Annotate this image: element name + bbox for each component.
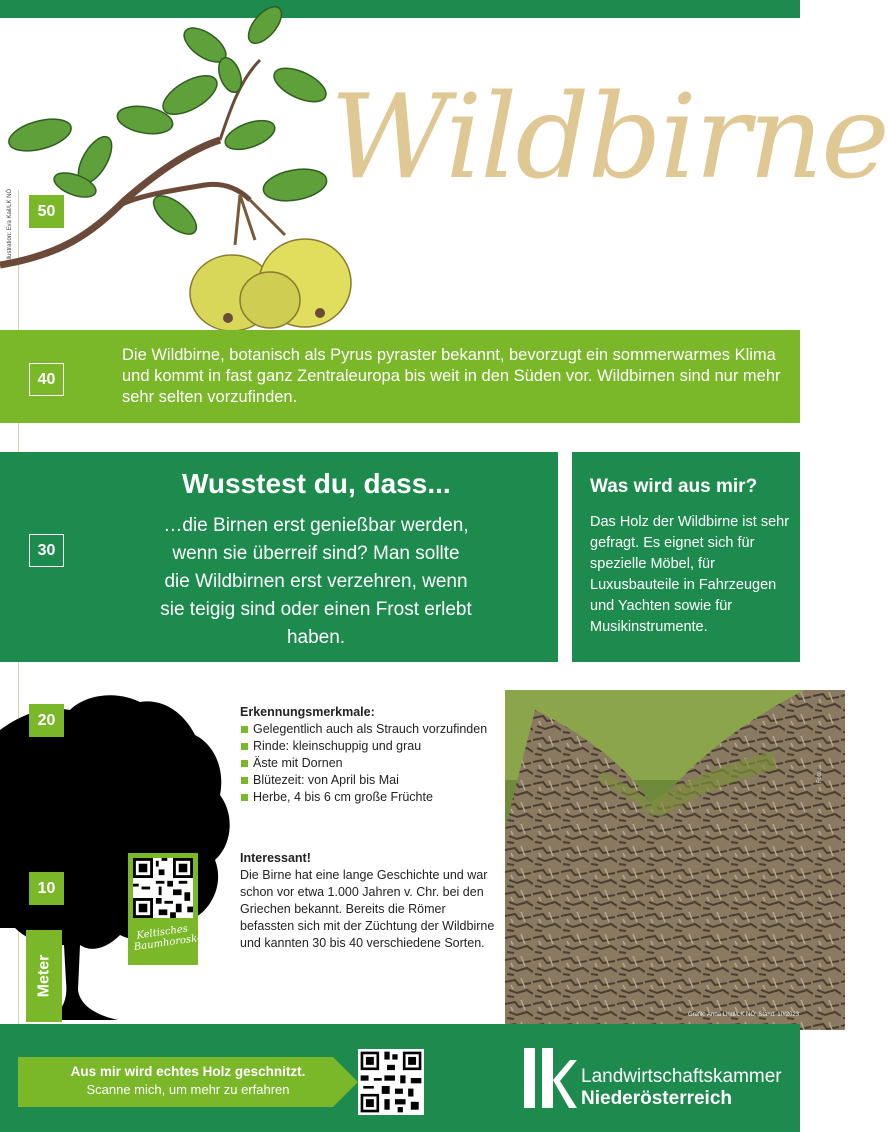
cta-subtitle: Scanne mich, um mehr zu erfahren bbox=[86, 1082, 290, 1097]
qr-horoscope[interactable] bbox=[128, 853, 211, 965]
qr-code-icon[interactable] bbox=[133, 858, 193, 918]
pear-branch-illustration bbox=[0, 0, 360, 340]
bark-photo bbox=[505, 690, 845, 1030]
feature-item: Äste mit Dornen bbox=[240, 755, 510, 772]
feature-item: Blütezeit: von April bis Mai bbox=[240, 772, 510, 789]
page-title: Wildbirne bbox=[330, 70, 888, 205]
fact-box bbox=[0, 452, 558, 662]
scale-mark-50: 50 bbox=[29, 195, 64, 228]
interesting-text: Die Birne hat eine lange Geschichte und war schon vor etwa 1.000 Jahren v. Chr. bei den Griechen bekannt. Bereits die Römer befassten sich mit der Züchtung der Wildbirne und kannten 30 bis 40 verschiedene Sorten. bbox=[240, 868, 495, 950]
features-section bbox=[240, 704, 510, 806]
meter-label: Meter bbox=[26, 930, 62, 1022]
scale-mark-30: 30 bbox=[29, 534, 64, 567]
interesting-section bbox=[240, 850, 498, 952]
photo-credit-vertical: Foto: ... bbox=[816, 762, 823, 784]
feature-item: Rinde: kleinschuppig und grau bbox=[240, 738, 510, 755]
intro-band bbox=[0, 330, 800, 423]
intro-text: Die Wildbirne, botanisch als Pyrus pyraster bekannt, bevorzugt ein sommerwarmes Klima und kommt in fast ganz Zentraleuropa bis weit in den Süden vor. Wildbirnen sind nur mehr sehr selten vorzufinden. bbox=[122, 346, 781, 406]
cta-title: Aus mir wird echtes Holz geschnitzt. bbox=[70, 1064, 306, 1079]
fact-text: …die Birnen erst genießbar werden, wenn sie überreif sind? Man sollte die Wildbirnen erst verzehren, wenn sie teigig sind oder einen Frost erlebt haben. bbox=[160, 515, 472, 648]
feature-item: Gelegentlich auch als Strauch vorzufinden bbox=[240, 721, 510, 738]
graphic-credit: Grafik: Anna Lindl/LK NÖ; Stand: 10/2023 bbox=[688, 1012, 800, 1018]
interesting-heading: Interessant! bbox=[240, 851, 311, 865]
scale-mark-10: 10 bbox=[29, 872, 64, 905]
lk-logo-icon bbox=[522, 1048, 577, 1108]
qr-horoscope-label: Keltisches Baumhoroskop bbox=[133, 923, 211, 954]
scale-mark-20: 20 bbox=[29, 704, 64, 737]
illustration-credit: Illustration: Eva Kail/LK NÖ bbox=[7, 188, 14, 262]
features-heading: Erkennungsmerkmale: bbox=[240, 705, 375, 719]
org-line-2: Niederösterreich bbox=[581, 1088, 733, 1109]
cta-arrow[interactable] bbox=[18, 1057, 358, 1107]
qr-code-main-icon[interactable] bbox=[358, 1049, 424, 1115]
feature-item: Herbe, 4 bis 6 cm große Früchte bbox=[240, 789, 510, 806]
use-heading: Was wird aus mir? bbox=[590, 476, 758, 497]
organization-name bbox=[581, 1066, 782, 1110]
use-text: Das Holz der Wildbirne ist sehr gefragt. Es eignet sich für spezielle Möbel, für Luxusbauteile in Fahrzeugen und Yachten sowie für Musikinstrumente. bbox=[590, 514, 790, 635]
fact-heading: Wusstest du, dass... bbox=[182, 468, 451, 499]
scale-mark-40: 40 bbox=[29, 363, 64, 396]
use-box bbox=[572, 452, 800, 662]
org-line-1: Landwirtschaftskammer bbox=[581, 1066, 782, 1087]
